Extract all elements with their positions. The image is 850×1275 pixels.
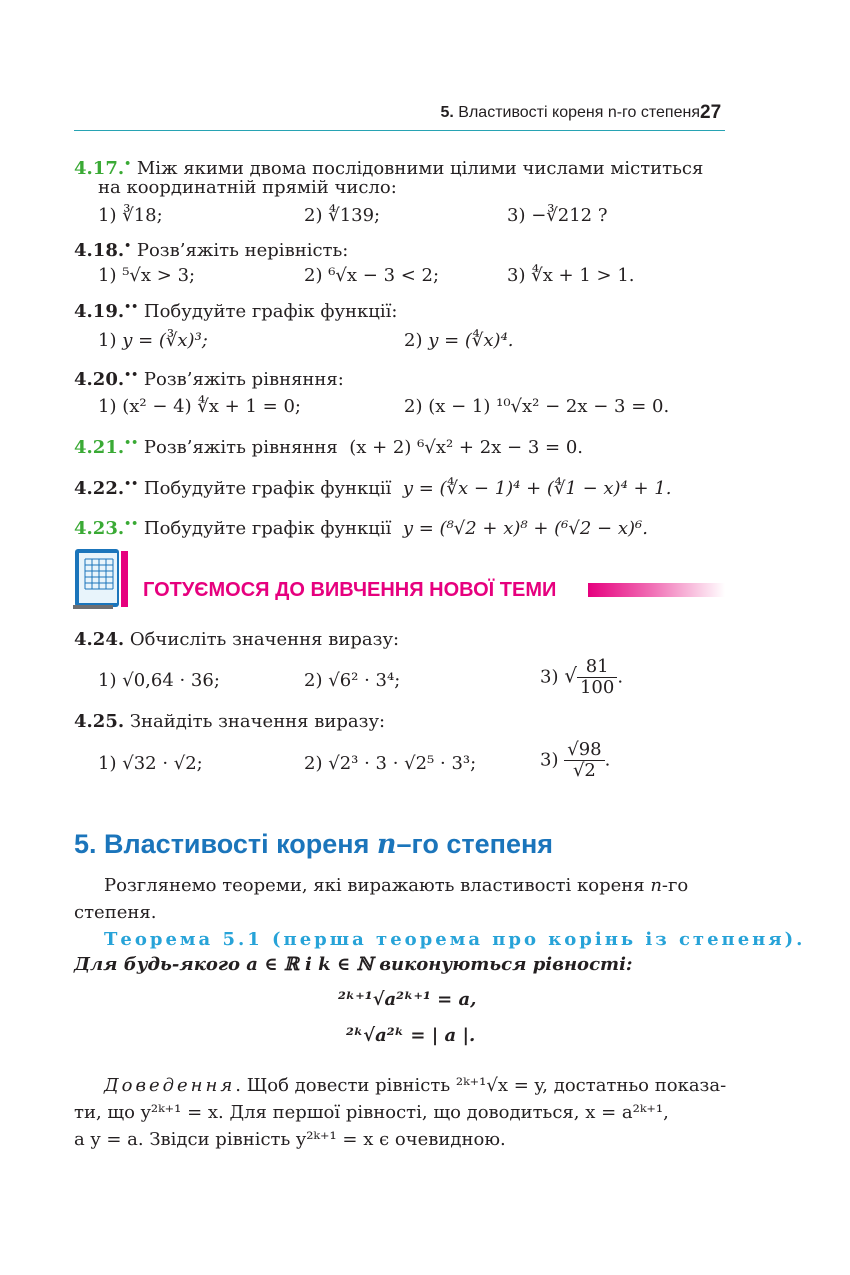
answer-1: 1) (x² − 4) ∜x + 1 = 0; [98, 396, 301, 417]
difficulty-mark: • [124, 157, 132, 170]
exercise-4-20 [74, 364, 344, 391]
exercise-text: Побудуйте графік функції: [138, 301, 398, 322]
answer-2: 2) √2³ · 3 · √2⁵ · 3³; [304, 753, 477, 774]
answer-1: 1) ∛18; [98, 205, 163, 226]
expression: y = (∜x − 1)⁴ + (∜1 − x)⁴ + 1. [402, 478, 672, 499]
exercise-text: Розв’яжіть нерівність: [131, 240, 349, 261]
expression: (x² − 4) ∜x + 1 = 0; [122, 396, 301, 417]
theorem-heading: Теорема 5.1 (перша теорема про корінь із степеня). [104, 929, 806, 950]
intro-paragraph: Розглянемо теореми, які виражають властивості кореня n-го степеня. [74, 875, 689, 923]
exercise-number: 4.20. [74, 369, 125, 390]
difficulty-mark: •• [124, 517, 139, 530]
exercise-number: 4.24. [74, 629, 125, 650]
answer-3: 3) −∛212 ? [507, 205, 608, 226]
radical-sign: √ [564, 663, 577, 688]
difficulty-mark: •• [124, 436, 139, 449]
notebook-icon [73, 545, 131, 611]
expression: (x − 1) ¹⁰√x² − 2x − 3 = 0. [428, 396, 670, 417]
answer-2: 2) ⁶√x − 3 < 2; [304, 265, 440, 286]
exercise-text: Розв’яжіть рівняння [138, 437, 338, 458]
exercise-4-25 [74, 711, 385, 733]
answer-3: 3) ∜x + 1 > 1. [507, 265, 635, 286]
header-section-num: 5. [440, 104, 454, 121]
answer-2: 2) ∜139; [304, 205, 381, 226]
proof-label: Доведення [104, 1075, 236, 1096]
exercise-text-continued: на координатній прямій число: [98, 177, 397, 198]
theorem-equation-1: ²ᵏ⁺¹√a²ᵏ⁺¹ = a, [338, 989, 477, 1010]
answer-3: 3) $\frac{√98}{√2}$ . [540, 739, 611, 781]
difficulty-mark: • [124, 239, 132, 252]
exercise-4-19 [74, 296, 397, 323]
difficulty-mark: •• [124, 300, 139, 313]
answer-2: 2) y = (∜x)⁴. [404, 330, 514, 351]
exercise-text: Розв’яжіть рівняння: [138, 369, 344, 390]
exercise-text: Між якими двома послідовними цілими числами міститься [131, 158, 704, 179]
page-number: 27 [700, 102, 722, 123]
exercise-text: Побудуйте графік функції [138, 478, 392, 499]
expression: √32 · √2; [122, 753, 203, 774]
banner-gradient-bar [588, 583, 725, 597]
exercise-4-21 [74, 432, 583, 459]
expression: √6² · 3⁴; [328, 670, 401, 691]
expression: ∛18; [122, 205, 163, 226]
expression: −∛212 ? [531, 205, 608, 226]
exercise-4-23 [74, 513, 648, 540]
difficulty-mark: •• [124, 368, 139, 381]
exercise-number: 4.18. [74, 240, 125, 261]
expression: ⁵√x > 3; [122, 265, 196, 286]
header-section-title: Властивості кореня n-го степеня [453, 104, 700, 121]
exercise-number: 4.22. [74, 478, 125, 499]
expression: y = (⁸√2 + x)⁸ + (⁶√2 − x)⁶. [402, 518, 648, 539]
exercise-text: Знайдіть значення виразу: [124, 711, 386, 732]
exercise-number: 4.19. [74, 301, 125, 322]
exercise-text: Побудуйте графік функції [138, 518, 392, 539]
answer-2: 2) (x − 1) ¹⁰√x² − 2x − 3 = 0. [404, 396, 670, 417]
exercise-number: 4.17. [74, 158, 125, 179]
expression: √2³ · 3 · √2⁵ · 3³; [328, 753, 477, 774]
exercise-number: 4.23. [74, 518, 125, 539]
exercise-text: Обчисліть значення виразу: [124, 629, 400, 650]
answer-3: 3) √ $\frac{81}{100}$ . [540, 656, 624, 698]
answer-1: 1) y = (∛x)³; [98, 330, 208, 351]
answer-2: 2) √6² · 3⁴; [304, 670, 401, 691]
running-header [0, 104, 700, 122]
exercise-number: 4.21. [74, 437, 125, 458]
theorem-equation-2: ²ᵏ√a²ᵏ = | a |. [346, 1025, 476, 1046]
exercise-4-24 [74, 629, 399, 651]
fraction: $\frac{√98}{√2}$ [564, 740, 604, 781]
expression: √0,64 · 36; [122, 670, 220, 691]
theorem-condition: Для будь-якого a ∈ ℝ і k ∈ ℕ виконуються рівності: [74, 954, 633, 975]
answer-1: 1) ⁵√x > 3; [98, 265, 196, 286]
expression: ∜139; [328, 205, 381, 226]
expression: ∜x + 1 > 1. [531, 265, 635, 286]
exercise-number: 4.25. [74, 711, 125, 732]
expression: ⁶√x − 3 < 2; [328, 265, 440, 286]
expression: (x + 2) ⁶√x² + 2x − 3 = 0. [349, 437, 583, 458]
section-heading: 5. Властивості кореня n–го степеня [74, 829, 554, 860]
exercise-4-17 [74, 153, 703, 180]
expression: y = (∛x)³; [122, 330, 208, 351]
answer-1: 1) √0,64 · 36; [98, 670, 220, 691]
section-banner-title: ГОТУЄМОСЯ ДО ВИВЧЕННЯ НОВОЇ ТЕМИ [143, 579, 557, 601]
difficulty-mark: •• [124, 477, 139, 490]
expression: y = (∜x)⁴. [428, 330, 514, 351]
header-rule [74, 130, 725, 131]
answer-1: 1) √32 · √2; [98, 753, 203, 774]
exercise-4-18 [74, 235, 348, 262]
fraction: $\frac{81}{100}$ [577, 657, 617, 698]
exercise-4-22 [74, 473, 671, 500]
proof-paragraph: Доведення. Щоб довести рівність ²ᵏ⁺¹√x = y, достатньо показа- ти, що y²ᵏ⁺¹ = x. Для першої рівності, що доводиться, x = a²ᵏ⁺¹, а y = a. Звідси рівність y²ᵏ⁺¹ = x є очевидною. [74, 1075, 727, 1150]
